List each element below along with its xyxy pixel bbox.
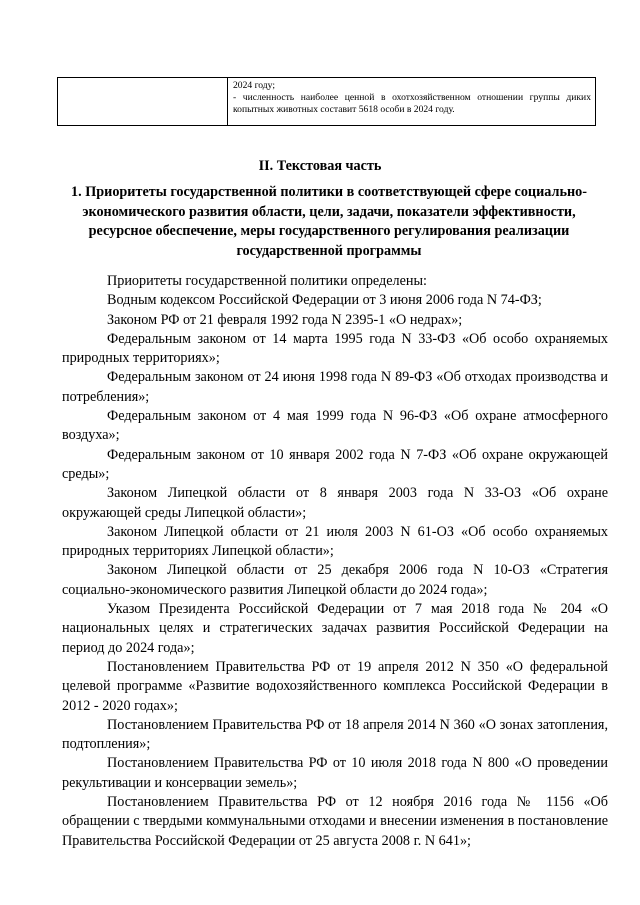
section-title: II. Текстовая часть: [258, 158, 382, 174]
body-text: [62, 272, 608, 851]
paragraph: Постановлением Правительства РФ от 10 июля 2018 года N 800 «О проведении рекультивации и консервации земель»;: [62, 755, 608, 791]
paragraph: Приоритеты государственной политики определены:: [107, 273, 427, 289]
table-cell-text: [228, 78, 595, 125]
paragraph: Федеральным законом от 14 марта 1995 года N 33-ФЗ «Об особо охраняемых природных территориях»;: [62, 330, 608, 367]
paragraph: Федеральным законом от 4 мая 1999 года N 96-ФЗ «Об охране атмосферного воздуха»;: [62, 408, 608, 444]
subsection-title: 1. Приоритеты государственной политики в соответствующей сфере социально-экономического развития области, цели, задачи, показатели эффективности, ресурсное обеспечение, меры государственного регулирования реализации государственной программы: [71, 184, 587, 259]
table-fragment: [57, 77, 596, 126]
paragraph: Законом Липецкой области от 8 января 2003 года N 33-ОЗ «Об охране окружающей среды Липецкой области»;: [62, 485, 608, 521]
paragraph: Постановлением Правительства РФ от 19 апреля 2012 N 350 «О федеральной целевой программе «Развитие водохозяйственного комплекса Российской Федерации в 2012 - 2020 годах»;: [62, 658, 608, 714]
paragraph: Законом Липецкой области от 25 декабря 2006 года N 10-ОЗ «Стратегия социально-экономического развития Липецкой области до 2024 года»;: [62, 562, 608, 598]
paragraph: Постановлением Правительства РФ от 18 апреля 2014 N 360 «О зонах затопления, подтопления»;: [62, 716, 608, 753]
paragraph: Постановлением Правительства РФ от 12 ноября 2016 года № 1156 «Об обращении с твердыми коммунальными отходами и внесении изменения в постановление Правительства Российской Федерации от 25 августа 2008 г. N 641»;: [62, 794, 608, 849]
table-line: 2024 году;: [233, 80, 276, 91]
paragraph: Законом Липецкой области от 21 июля 2003 N 61-ОЗ «Об особо охраняемых природных территориях Липецкой области»;: [62, 523, 608, 560]
table-cell-empty: [58, 78, 228, 125]
paragraph: Водным кодексом Российской Федерации от 3 июня 2006 года N 74-ФЗ;: [107, 292, 542, 309]
paragraph: Указом Президента Российской Федерации от 7 мая 2018 года № 204 «О национальных целях и стратегических задачах развития Российской Федерации на период до 2024 года»;: [62, 601, 608, 656]
paragraph: Федеральным законом от 24 июня 1998 года N 89-ФЗ «Об отходах производства и потребления»;: [62, 369, 608, 405]
paragraph: Законом РФ от 21 февраля 1992 года N 2395-1 «О недрах»;: [107, 311, 463, 328]
table-line: - численность наиболее ценной в охотхозяйственном отношении группы диких копытных животных составит 5618 особи в 2024 году.: [233, 92, 591, 116]
paragraph: Федеральным законом от 10 января 2002 года N 7-ФЗ «Об охране окружающей среды»;: [62, 446, 608, 482]
